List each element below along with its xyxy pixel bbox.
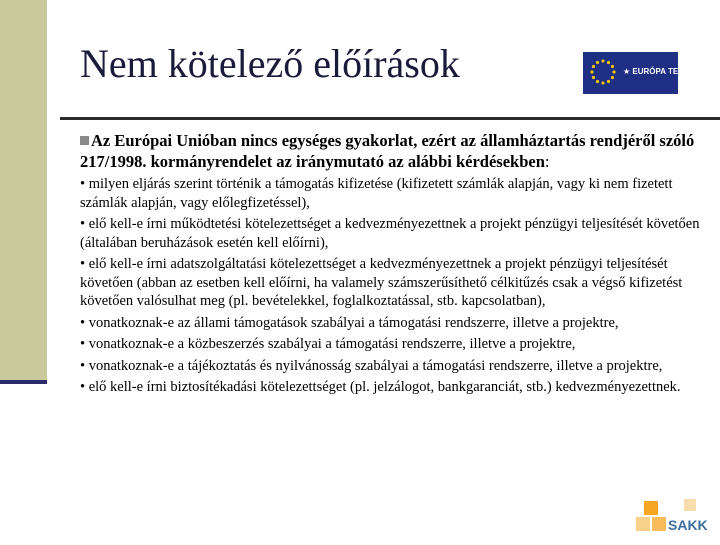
list-item: • vonatkoznak-e a közbeszerzés szabályai a támogatási rendszerre, illetve a projektre, — [80, 336, 576, 352]
list-item: • elő kell-e írni biztosítékadási kötelezettséget (pl. jelzálogot, bankgaranciát, stb.) kedvezményezettnek. — [80, 379, 681, 395]
side-accent-line — [0, 380, 47, 384]
logo-label: ★ EURÓPA TERV — [623, 67, 690, 76]
list-item: • elő kell-e írni adatszolgáltatási kötelezettséget a kedvezményezettnek a projekt pénzügyi teljesítését követően (abban az esetben kell előírni, ha valamely számszerűsíthető célkitűzés csak a végső kifizetést követően valósulhat meg (pl. bevételekkel, foglalkoztatással, stb. kapcsolatban), — [80, 256, 683, 309]
item-list — [80, 175, 700, 397]
list-item: • vonatkoznak-e a tájékoztatás és nyilvánosság szabályai a támogatási rendszerre, illetve a projektre, — [80, 357, 663, 374]
slide-body — [80, 130, 700, 400]
list-item: • vonatkoznak-e az állami támogatások szabályai a támogatási rendszerre, illetve a projektre, — [80, 314, 619, 331]
list-item: • milyen eljárás szerint történik a támogatás kifizetése (kifizetett számlák alapján, vagy ki nem fizetett számlák alapján, vagy előlegfizetéssel), — [80, 176, 673, 211]
slide-title: Nem kötelező előírások — [80, 41, 460, 86]
list-item: • elő kell-e írni működtetési kötelezettséget a kedvezményezettnek a projekt pénzügyi teljesítését követően (általában beruházások esetén kell előírni), — [80, 216, 700, 251]
sakk-logo — [632, 495, 720, 540]
intro-paragraph — [80, 130, 700, 172]
intro-colon: : — [544, 152, 550, 171]
title-divider — [60, 117, 720, 120]
square-bullet-icon — [80, 136, 89, 145]
intro-text: Az Európai Unióban nincs egységes gyakorlat, ezért az államháztartás rendjéről szóló 217/1998. kormányrendelet az iránymutató az alábbi kérdésekben — [80, 131, 695, 171]
europa-terv-logo — [583, 52, 690, 94]
sakk-label: SAKK — [668, 517, 708, 533]
side-decoration-bar — [0, 0, 47, 383]
